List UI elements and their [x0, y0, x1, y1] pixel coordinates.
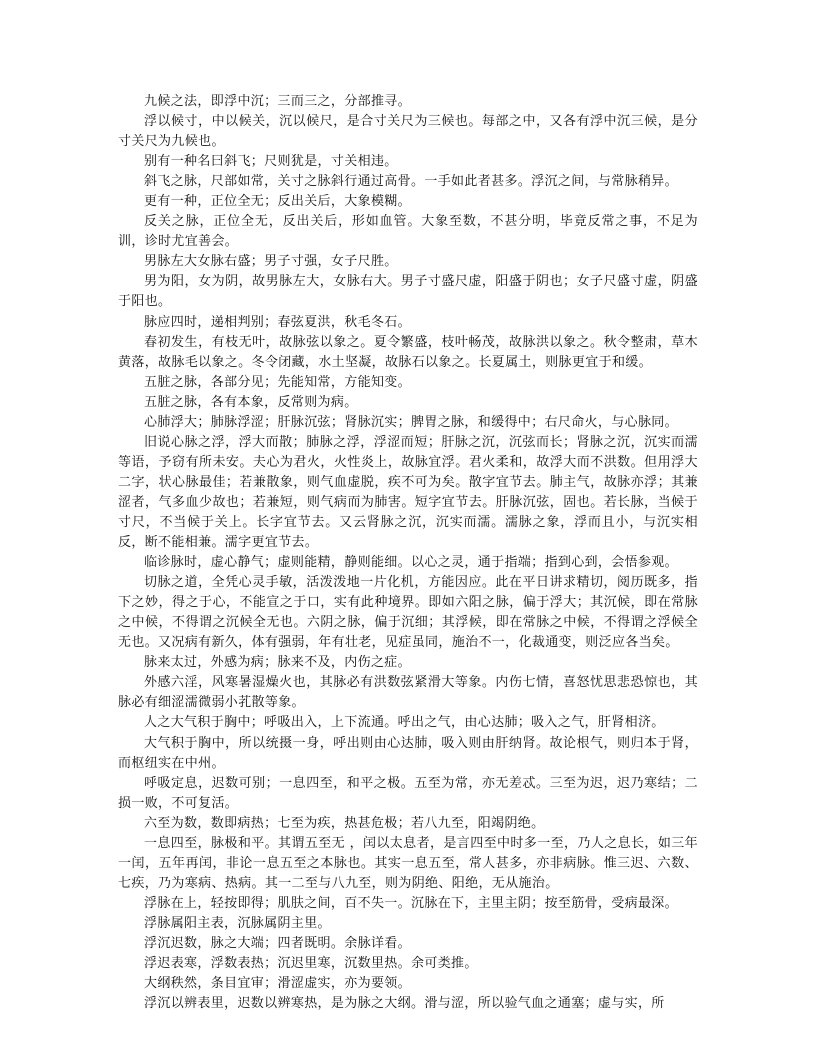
- paragraph: 临诊脉时，虚心静气；虚则能精，静则能细。以心之灵，通于指端；指到心到，会悟参观。: [144, 555, 679, 571]
- paragraph: 一息四至，脉极和平。其谓五至无 ，闰以太息者，是言四至中时多一至，乃人之息长，如三年一闰，五年再闰，非论一息五至之本脉也。其实一息五至，常人甚多，亦非病脉。惟三迟、六数、七疾，乃为寒病、热病。其一二至与八九至，则为阴绝、阳绝，无从施治。: [118, 835, 698, 891]
- paragraph: 旧说心脉之浮，浮大而散；肺脉之浮，浮涩而短；肝脉之沉，沉弦而长；肾脉之沉，沉实而濡等语，予窃有所未安。夫心为君火，火性炎上，故脉宜浮。君火柔和，故浮大而不洪数。但用浮大二字，状心脉最佳；若兼散象，则气血虚脱，疾不可为矣。散字宜节去。肺主气，故脉亦浮；其兼涩者，气多血少故也；若兼短，则气病而为肺害。短字宜节去。肝脉沉弦，固也。若长脉，当候于寸尺，不当候于关上。长字宜节去。又云肾脉之沉，沉实而濡。濡脉之象，浮而且小，与沉实相反，断不能相兼。濡字更宜节去。: [118, 434, 698, 551]
- paragraph: 反关之脉，正位全无，反出关后，形如血管。大象至数，不甚分明，毕竟反常之事，不足为训，诊时尤宜善会。: [118, 214, 698, 250]
- paragraph: 春初发生，有枝无叶，故脉弦以象之。夏令繁盛，枝叶畅茂，故脉洪以象之。秋令整肃，草木黄落，故脉毛以象之。冬令闭藏，水土坚凝，故脉石以象之。长夏属土，则脉更宜于和缓。: [118, 334, 698, 370]
- paragraph: 呼吸定息，迟数可别；一息四至，和平之极。五至为常，亦无差忒。三至为迟，迟乃寒结；二损一败，不可复活。: [118, 775, 698, 811]
- paragraph: 斜飞之脉，尺部如常，关寸之脉斜行通过高骨。一手如此者甚多。浮沉之间，与常脉稍异。: [144, 174, 679, 190]
- paragraph: 浮脉在上，轻按即得；肌肤之间，百不失一。沉脉在下，主里主阴；按至筋骨，受病最深。: [144, 895, 679, 911]
- paragraph: 脉应四时，递相判别；春弦夏洪，秋毛冬石。: [144, 314, 412, 330]
- paragraph: 别有一种名曰斜飞；尺则犹是，寸关相违。: [144, 154, 398, 170]
- paragraph: 浮沉以辨表里，迟数以辨寒热，是为脉之大纲。滑与涩，所以验气血之通塞；虚与实，所: [144, 996, 665, 1012]
- paragraph: 大气积于胸中，所以统摄一身，呼出则由心达肺，吸入则由肝纳肾。故论根气，则归本于肾，而枢纽实在中州。: [118, 735, 698, 771]
- paragraph: 九候之法，即浮中沉；三而三之，分部推寻。: [144, 94, 412, 109]
- paragraph: 五脏之脉，各部分见；先能知常，方能知变。: [144, 374, 412, 390]
- paragraph: 男为阳，女为阴，故男脉左大，女脉右大。男子寸盛尺虚，阳盛于阴也；女子尺盛寸虚，阴盛于阳也。: [118, 274, 698, 310]
- paragraph: 浮迟表寒，浮数表热；沉迟里寒，沉数里热。余可类推。: [144, 956, 478, 972]
- paragraph: 浮沉迟数，脉之大端；四者既明。余脉详看。: [144, 935, 412, 951]
- paragraph: 六至为数，数即病热；七至为疾，热甚危极；若八九至，阳竭阴绝。: [144, 815, 545, 831]
- paragraph: 五脏之脉，各有本象，反常则为病。: [144, 394, 358, 410]
- text-body: [118, 92, 698, 1014]
- paragraph: 浮脉属阳主表，沉脉属阴主里。: [144, 915, 331, 931]
- paragraph: 更有一种，正位全无；反出关后，大象模糊。: [144, 194, 412, 210]
- paragraph: 脉来太过，外感为病；脉来不及，内伤之症。: [144, 655, 412, 671]
- paragraph: 心肺浮大；肺脉浮涩；肝脉沉弦；肾脉沉实；脾胃之脉，和缓得中；右尺命火，与心脉同。: [144, 414, 679, 430]
- paragraph: 外感六淫，风寒暑湿燥火也，其脉必有洪数弦紧滑大等象。内伤七情，喜怒忧思悲恐惊也，其脉必有细涩濡微弱小芤散等象。: [118, 675, 698, 711]
- paragraph: 男脉左大女脉右盛；男子寸强，女子尺胜。: [144, 254, 398, 270]
- paragraph: 大纲秩然，条目宜审；滑涩虚实，亦为要领。: [144, 976, 412, 992]
- paragraph: 人之大气积于胸中；呼吸出入，上下流通。呼出之气，由心达肺；吸入之气，肝肾相济。: [144, 715, 665, 731]
- paragraph: 浮以候寸，中以候关，沉以候尺，是合寸关尺为三候也。每部之中，又各有浮中沉三候，是分寸关尺为九候也。: [118, 114, 698, 150]
- paragraph: 切脉之道，全凭心灵手敏，活泼泼地一片化机，方能因应。此在平日讲求精切，阅历既多，指下之妙，得之于心，不能宣之于口，实有此种境界。即如六阳之脉，偏于浮大；其沉候，即在常脉之中候，不得谓之沉候全无也。六阴之脉，偏于沉细；其浮候，即在常脉之中候，不得谓之浮候全无也。又况病有新久，体有强弱，年有壮老，见症虽同，施治不一，化裁通变，则泛应各当矣。: [118, 575, 698, 651]
